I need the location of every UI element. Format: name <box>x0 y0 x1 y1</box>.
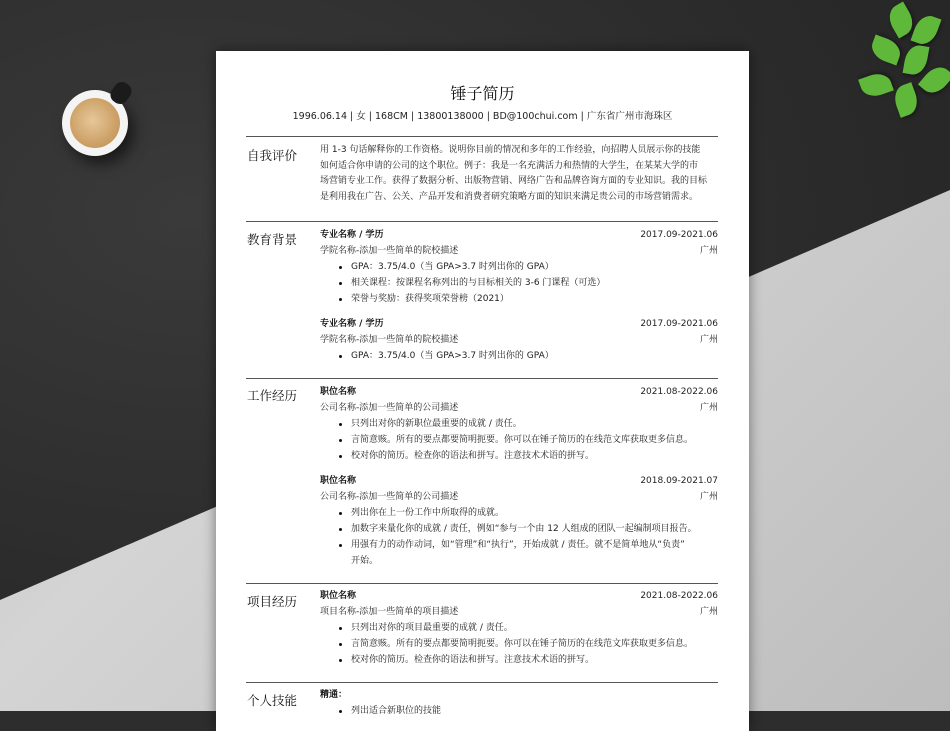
work-bullet: 用强有力的动作动词，如“管理”和“执行”，开始成就 / 责任。就不是简单地从“负责” <box>351 540 685 550</box>
work-bullet: 列出你在上一份工作中所取得的成就。 <box>351 508 505 518</box>
work-bullet-continuation: 开始。 <box>351 556 379 566</box>
work-bullet: 言简意赅。所有的要点都要简明扼要。你可以在锤子简历的在线范文库获取更多信息。 <box>351 435 694 445</box>
edu-school: 学院名称-添加一些简单的院校描述 <box>320 335 459 345</box>
work-company: 公司名称-添加一些简单的公司描述 <box>320 492 459 502</box>
project-heading: 职位名称 <box>320 591 357 601</box>
bullet-dot <box>339 643 342 646</box>
resume-page <box>216 51 749 731</box>
bullet-dot <box>339 659 342 662</box>
bullet-dot <box>339 710 342 713</box>
edu-school: 学院名称-添加一些简单的院校描述 <box>320 246 459 256</box>
section-divider <box>246 378 718 379</box>
bullet-dot <box>339 627 342 630</box>
section-divider <box>246 583 718 584</box>
work-date: 2018.09-2021.07 <box>640 476 718 486</box>
section-title-work: 工作经历 <box>247 388 298 403</box>
bullet-dot <box>339 282 342 285</box>
section-title-education: 教育背景 <box>247 232 298 247</box>
skills-heading: 精通： <box>320 690 348 700</box>
work-bullet: 校对你的简历。检查你的语法和拼写。注意技术术语的拼写。 <box>351 451 595 461</box>
coffee-cup-icon <box>62 90 128 156</box>
section-divider <box>246 682 718 683</box>
edu-location: 广州 <box>699 246 718 256</box>
bullet-dot <box>339 423 342 426</box>
work-date: 2021.08-2022.06 <box>640 387 718 397</box>
edu-date: 2017.09-2021.06 <box>640 319 718 329</box>
resume-contact: 1996.06.14 | 女 | 168CM | 13800138000 | BD@100chui.com | 广东省广州市海珠区 <box>292 111 673 122</box>
work-bullet: 加数字来量化你的成就 / 责任，例如“参与一个由 12 人组成的团队一起编制项目报告。 <box>351 524 697 534</box>
bullet-dot <box>339 512 342 515</box>
section-divider <box>246 136 718 137</box>
project-bullet: 言简意赅。所有的要点都要简明扼要。你可以在锤子简历的在线范文库获取更多信息。 <box>351 639 694 649</box>
section-title-skills: 个人技能 <box>247 693 298 708</box>
edu-location: 广州 <box>699 335 718 345</box>
bullet-dot <box>339 544 342 547</box>
bullet-dot <box>339 528 342 531</box>
work-heading: 职位名称 <box>320 476 357 486</box>
edu-bullet: GPA：3.75/4.0（当 GPA>3.7 时列出你的 GPA） <box>351 262 554 272</box>
edu-heading: 专业名称 / 学历 <box>320 319 384 329</box>
work-location: 广州 <box>699 403 718 413</box>
project-bullet: 校对你的简历。检查你的语法和拼写。注意技术术语的拼写。 <box>351 655 595 665</box>
edu-bullet: 荣誉与奖励：获得奖项荣誉榜（2021） <box>351 294 509 304</box>
edu-bullet: 相关课程：按课程名称列出的与目标相关的 3-6 门课程（可选） <box>351 278 606 288</box>
resume-name: 锤子简历 <box>450 84 515 103</box>
work-heading: 职位名称 <box>320 387 357 397</box>
work-bullet: 只列出对你的新职位最重要的成就 / 责任。 <box>351 419 522 429</box>
project-location: 广州 <box>699 607 718 617</box>
project-bullet: 只列出对你的项目最重要的成就 / 责任。 <box>351 623 513 633</box>
skills-bullet: 列出适合新职位的技能 <box>351 706 442 716</box>
work-location: 广州 <box>699 492 718 502</box>
plant-leaves-icon <box>830 0 950 130</box>
bullet-dot <box>339 266 342 269</box>
bullet-dot <box>339 439 342 442</box>
project-date: 2021.08-2022.06 <box>640 591 718 601</box>
bullet-dot <box>339 298 342 301</box>
project-name: 项目名称-添加一些简单的项目描述 <box>320 607 459 617</box>
edu-bullet: GPA：3.75/4.0（当 GPA>3.7 时列出你的 GPA） <box>351 351 554 361</box>
bullet-dot <box>339 355 342 358</box>
section-title-self-eval: 自我评价 <box>247 148 298 163</box>
section-title-project: 项目经历 <box>247 594 298 609</box>
section-divider <box>246 221 718 222</box>
edu-date: 2017.09-2021.06 <box>640 230 718 240</box>
work-company: 公司名称-添加一些简单的公司描述 <box>320 403 459 413</box>
bullet-dot <box>339 455 342 458</box>
self-eval-text: 用 1-3 句话解释你的工作资格。说明你目前的情况和多年的工作经验，向招聘人员展示你的技能 如何适合你申请的公司的这个职位。例子：我是一名充满活力和热情的大学生，在某某大学的市 场营销专业工作。获得了数据分析、出版物营销、网络广告和品牌咨询方面的专业知识。我的目标 是利用我在广告、公关、产品开发和消费者研究策略方面的知识来满足贵公司的市场营销需求。 <box>320 145 708 202</box>
edu-heading: 专业名称 / 学历 <box>320 230 384 240</box>
